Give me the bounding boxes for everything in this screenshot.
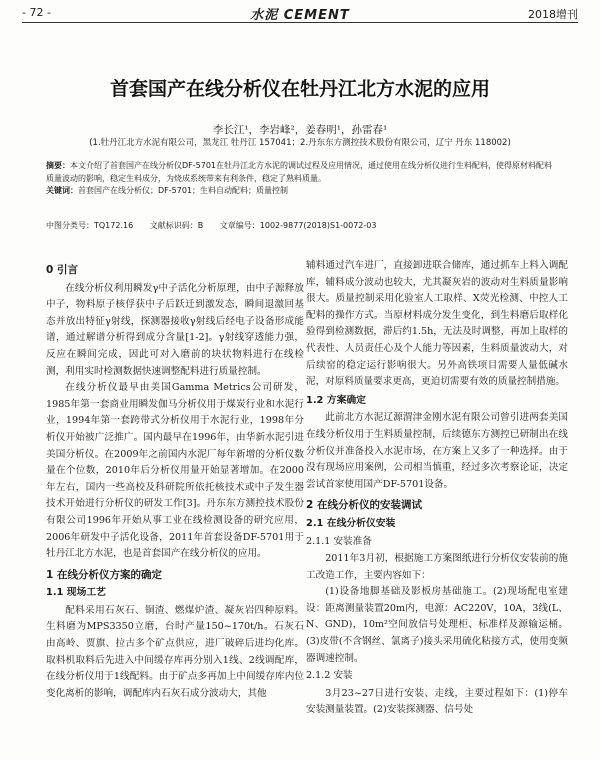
section-heading: 0 引言 <box>46 264 78 276</box>
article-number: 文章编号：1002-9877(2018)S1-0072-03 <box>219 221 377 230</box>
paragraph: 辅料通过汽车进厂，直接卸进联合储库，通过抓车上料入调配库，辅料成分波动也较大，尤其凝灰岩的波动对生料质量影响很大。质量控制采用化验室人工取样、X荧光检测、中控人工配料的操作方式。当原材料成分发生变化，到生料磨后取样化验得到检测数据，滞后约1.5h，无法及时调整，再加上取样的代表性、人员责任心及个人能力等因素，生料质量波动大，对后续窑的稳定运行影响很大。另外高铁项目需要人量低碱水泥，对原料质量要求更高，更迫切需要有效的质量控制措施。 <box>306 260 568 388</box>
subsection-heading: 1.2 方案确定 <box>306 394 366 406</box>
section-heading: 1 在线分析仪方案的确定 <box>46 568 162 581</box>
paragraph: 配料采用石灰石、铜渣、燃煤炉渣、凝灰岩四种原料。生料磨为MPS3350立磨，台时产量150~170t/h。石灰石由高岭、贾旗、拉古多个矿点供应，进厂破碎后进均化库。取料机取料后先进入中间缓存库再分别入1线、2线调配库，在线分析仪用于1线配料。由于矿点多再加上中间缓存库内位变化离析的影响，调配库内石灰石成分波动大，其他 <box>46 604 304 699</box>
paper-title: 首套国产在线分析仪在牡丹江北方水泥的应用 <box>109 78 490 100</box>
abstract-label: 摘要： <box>46 161 70 170</box>
keywords-text: 首套国产在线分析仪；DF-5701；生料自动配料；质量控制 <box>78 186 289 195</box>
subsection-heading: 1.1 现场工艺 <box>46 587 106 599</box>
paragraph: (1)设备地脚基础及影板房基础施工。(2)现场配电室建设：距离测量装置20m内，电源：AC220V，10A，3线(L、N、GND)，10m²空间放信号处理柜、标准样及源输运桶。(3)皮带(不含钢丝、氯离子)接头采用硫化粘接方式，使用变频器调速控制。 <box>306 586 568 664</box>
keywords <box>46 185 554 198</box>
abstract <box>46 160 554 185</box>
paragraph: 在线分析仪利用瞬发γ中子活化分析原理，由中子源释放中子，物料原子核俘获中子后跃迁到激发态，瞬间退激回基态并放出特征γ射线，探测器接收γ射线后经电子设备形成能谱，通过解谱分析得到成分含量[1-2]。γ射线穿透能力强，反应在瞬间完成，因此可对入磨前的块状物料进行在线检测，利用实时检测数据快速调整配料进行质量控制。 <box>46 282 304 377</box>
affiliation: (1.牡丹江北方水泥有限公司，黑龙江 牡丹江 157041；2.丹东东方测控技术股份有限公司，辽宁 丹东 118002) <box>89 138 511 148</box>
section-heading: 2 在线分析仪的安装调试 <box>306 499 422 512</box>
issue-label: 2018增刊 <box>528 8 578 21</box>
paragraph: 3月23~27日进行安装、走线，主要过程如下：(1)停车安装测量装置。(2)安装探测器、信号处 <box>306 687 568 716</box>
header-rule <box>22 22 578 23</box>
subsection-heading: 2.1 在线分析仪安装 <box>306 517 396 529</box>
classification-line <box>46 220 554 231</box>
abstract-text: 本文介绍了首套国产在线分析仪DF-5701在牡丹江北方水泥的调试过程及应用情况，通过使用在线分析仪进行生料配料，使得原材料配料质量波动的影响，稳定生料成分，为烧成系统带来有利条件，稳定了熟料质量。 <box>46 161 553 183</box>
page-number: - 72 - <box>22 6 51 19</box>
right-column <box>306 258 568 719</box>
doc-code: 文献标识码：B <box>149 221 204 230</box>
subsubsection-heading: 2.1.1 安装准备 <box>306 535 372 547</box>
left-column <box>46 258 304 702</box>
paragraph: 在线分析仪最早由美国Gamma Metrics公司研发，1985年第一套商业用瞬发伽马分析仪用于煤炭行业和水泥行业，1994年第一套跨带式分析仪用于水泥行业，1998年分析仪开始被广泛推广。国内最早在1996年，由华新水泥引进美国分析仪。在2009年之前国内水泥厂每年新增的分析仪数量在个位数，2010年后分析仪用量开始显著增加。在2000年左右，国内一些高校及科研院所依托核技术或中子发生器技术开始进行分析仪的研发工作[3]。丹东东方测控技术股份有限公司1996年开始从事工业在线检测设备的研究应用，2006年研发中子活化设备，2011年首套设备DF-5701用于牡丹江北方水泥，也是首套国产在线分析仪的应用。 <box>46 382 304 560</box>
paragraph: 此前北方水泥辽源渭津金刚水泥有限公司曾引进两套美国在线分析仪用于生料质量控制，后续德东方测控已研制出在线分析仪并准备投入水泥市场，在方案上又多了一种选择。由于没有现场应用案例，公司相当慎重，经过多次考察论证，决定尝试首家使用国产DF-5701设备。 <box>306 412 568 490</box>
subsubsection-heading: 2.1.2 安装 <box>306 670 353 682</box>
abstract-block <box>46 160 554 198</box>
clc-number: 中图分类号：TQ172.16 <box>46 221 134 230</box>
keywords-label: 关键词： <box>46 186 78 195</box>
paragraph: 2011年3月初，根据施工方案图纸进行分析仪安装前的施工改造工作，主要内容如下： <box>306 553 568 581</box>
journal-name: 水泥 CEMENT <box>250 8 350 23</box>
author-list: 李长江¹，李岩峰²，姜春明¹，孙雷春¹ <box>212 124 388 136</box>
running-header <box>22 6 578 22</box>
